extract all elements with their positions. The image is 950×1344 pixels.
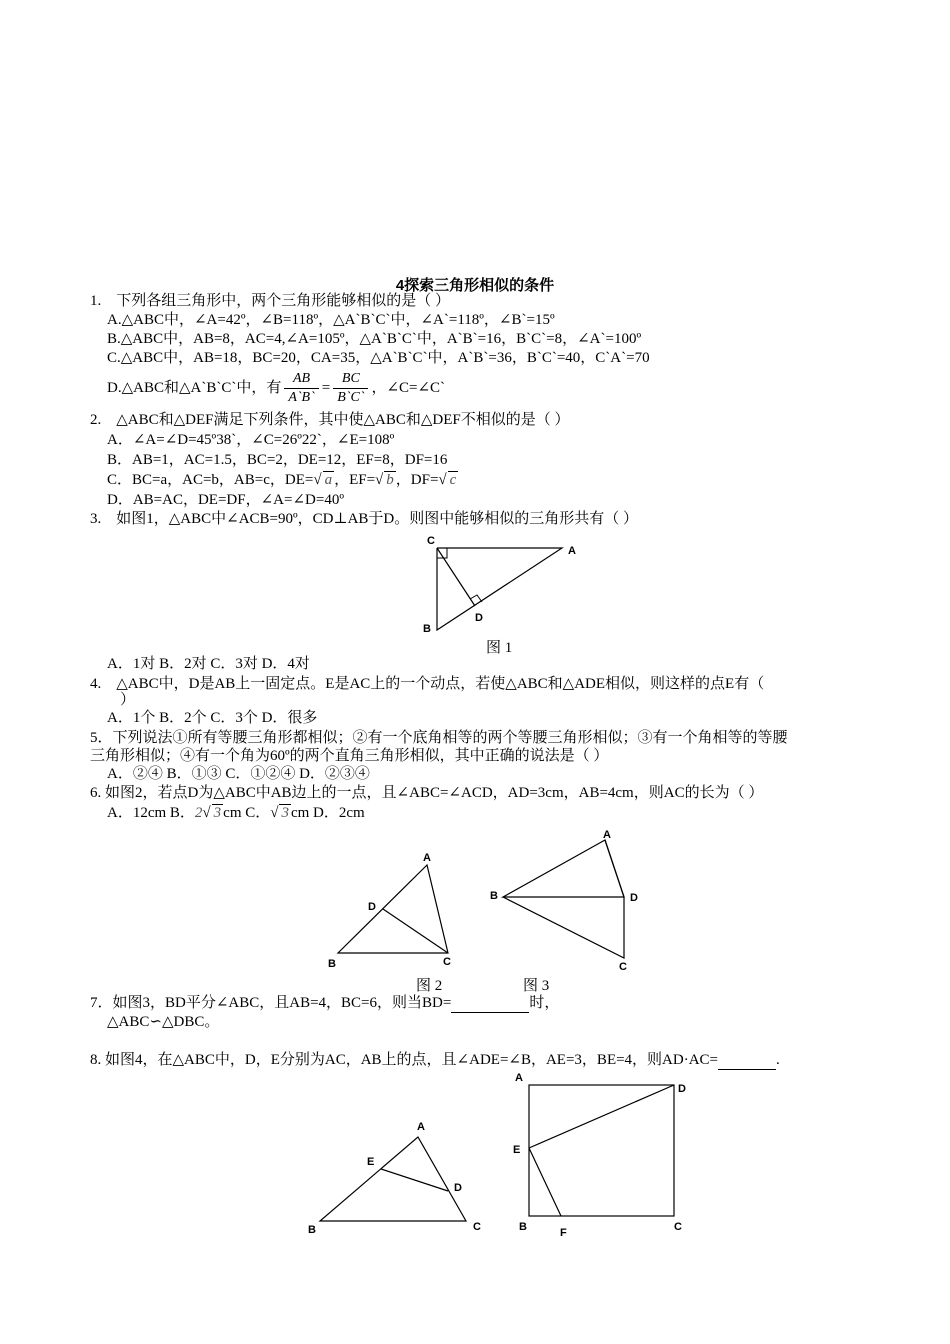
label-e: E [367, 1156, 375, 1168]
label-b: B [423, 623, 431, 635]
sqrt-b: b [386, 472, 394, 488]
label-f: F [560, 1227, 567, 1239]
figure-5 [505, 1068, 700, 1243]
label-c: C [473, 1221, 481, 1233]
figure-4 [300, 1115, 490, 1240]
segment-ad [605, 840, 624, 897]
q7-prefix: 7．如图3，BD平分∠ABC，且AB=4，BC=6，则当BD= [90, 995, 452, 1011]
q7-suffix: 时， [529, 995, 560, 1011]
fraction-ab [284, 370, 318, 407]
sqrt-3: 3 [281, 805, 289, 821]
q3-stem: 3. 如图1，△ABC中∠ACB=90º，CD⊥AB于D。则图中能够相似的三角形共有（ ） [90, 511, 639, 527]
q4-line1: 4. △ABC中，D是AB上一固定点。E是AC上的一个动点，若使△ABC和△ADE相似，则这样的点E有（ [90, 676, 765, 692]
q8-suffix: . [776, 1052, 780, 1068]
triangle-abc [437, 548, 562, 630]
figure-3-caption: 图 3 [523, 978, 550, 994]
q1-d-prefix: D.△ABC和△A`B`C`中，有 [107, 380, 282, 396]
q7-line1 [90, 994, 559, 1013]
figure-2 [325, 845, 465, 975]
q2-c-mid1: ，EF= [334, 472, 376, 488]
triangle-abd [503, 840, 624, 897]
sqrt-c: c [449, 472, 457, 488]
label-d: D [454, 1182, 462, 1194]
segment-ed [529, 1085, 674, 1148]
label-c: C [619, 961, 627, 973]
figure-1-caption: 图 1 [486, 640, 513, 656]
q2-option-d: D．AB=AC，DE=DF，∠A=∠D=40º [107, 492, 344, 508]
label-b: B [519, 1221, 527, 1233]
sqrt-icon: √ [375, 472, 384, 488]
q5-line2: 三角形相似；④有一个角为60º的两个直角三角形相似，其中正确的说法是（ ） [90, 748, 609, 764]
q5-line1: 5．下列说法①所有等腰三角形都相似；②有一个底角相等的两个等腰三角形相似；③有一个角相等的等腰 [90, 730, 788, 746]
label-a: A [417, 1121, 425, 1133]
fraction-bc [333, 370, 368, 407]
q2-option-c [107, 471, 458, 489]
q2-option-a: A．∠A=∠D=45º38`，∠C=26º22`，∠E=108º [107, 432, 395, 448]
q1-stem: 1. 下列各组三角形中，两个三角形能够相似的是（ ） [90, 293, 451, 309]
label-d: D [475, 612, 483, 624]
q2-stem: 2. △ABC和△DEF满足下列条件，其中使△ABC和△DEF不相似的是（ ） [90, 412, 570, 428]
square-abcd [529, 1085, 674, 1216]
label-d: D [678, 1083, 686, 1095]
label-c: C [674, 1221, 682, 1233]
q4-line2: ） [120, 692, 136, 708]
triangle-abc [338, 865, 448, 953]
figure-3 [485, 828, 645, 973]
q1-option-c: C.△ABC中，AB=18，BC=20，CA=35，△A`B`C`中，A`B`=36，B`C`=40，C`A`=70 [107, 350, 650, 366]
q6-coef: 2 [194, 805, 203, 821]
q1-option-d [107, 368, 445, 408]
page-title: 4探索三角形相似的条件 [395, 277, 555, 294]
sqrt-a: a [324, 472, 333, 488]
q1-d-suffix: ，∠C=∠C` [371, 380, 446, 396]
altitude-cd [437, 548, 475, 606]
sqrt-icon: √ [438, 472, 447, 488]
q6-unit1: cm C． [223, 805, 271, 821]
figure-2-caption: 图 2 [416, 978, 443, 994]
fraction-den: A`B` [288, 390, 315, 406]
label-a: A [515, 1072, 523, 1084]
label-c: C [427, 535, 435, 547]
q6-options [107, 804, 365, 822]
figure-1 [415, 530, 595, 640]
q6-prefix: A．12cm B． [107, 805, 195, 821]
label-d: D [630, 892, 638, 904]
segment-cd [383, 909, 448, 953]
label-a: A [603, 829, 611, 841]
label-b: B [328, 958, 336, 970]
triangle-abc [320, 1137, 466, 1221]
q4-options: A．1个 B．2个 C．3个 D．很多 [107, 710, 318, 726]
q7-line2: △ABC∽△DBC。 [107, 1014, 220, 1030]
segment-ef [529, 1148, 561, 1216]
q6-stem: 6. 如图2，若点D为△ABC中AB边上的一点，且∠ABC=∠ACD，AD=3cm，AB=4cm，则AC的长为（ ） [90, 785, 764, 801]
q6-unit2: cm D．2cm [290, 805, 365, 821]
q3-options: A．1对 B．2对 C．3对 D．4对 [107, 656, 310, 672]
q2-option-b: B．AB=1，AC=1.5，BC=2，DE=12，EF=8，DF=16 [107, 452, 448, 468]
sqrt-icon: √ [270, 805, 279, 821]
sqrt-3: 3 [213, 805, 222, 821]
label-d: D [368, 901, 376, 913]
sqrt-icon: √ [202, 805, 211, 821]
answer-blank[interactable] [718, 1051, 776, 1070]
label-b: B [490, 890, 498, 902]
q5-options: A．②④ B．①③ C．①②④ D．②③④ [107, 766, 370, 782]
sqrt-icon: √ [313, 472, 322, 488]
fraction-num: AB [284, 370, 318, 389]
label-a: A [568, 545, 576, 557]
q2-c-mid2: ，DF= [395, 472, 439, 488]
fraction-den: B`C` [337, 390, 365, 406]
q1-option-b: B.△ABC中，AB=8，AC=4,∠A=105º，△A`B`C`中，A`B`=16，B`C`=8，∠A`=100º [107, 331, 642, 347]
q2-c-prefix: C．BC=a，AC=b，AB=c，DE= [107, 472, 314, 488]
label-b: B [308, 1224, 316, 1236]
answer-blank[interactable] [451, 994, 529, 1013]
q8-prefix: 8. 如图4，在△ABC中，D，E分别为AC，AB上的点，且∠ADE=∠B，AE=3，BE=4，则AD·AC= [90, 1052, 719, 1068]
fraction-num: BC [333, 370, 368, 389]
triangle-bdc [503, 897, 624, 958]
label-c: C [443, 956, 451, 968]
q1-d-equals: = [321, 380, 331, 396]
label-a: A [423, 852, 431, 864]
q1-option-a: A.△ABC中，∠A=42º，∠B=118º，△A`B`C`中，∠A`=118º，∠B`=15º [107, 312, 555, 328]
label-e: E [513, 1144, 521, 1156]
